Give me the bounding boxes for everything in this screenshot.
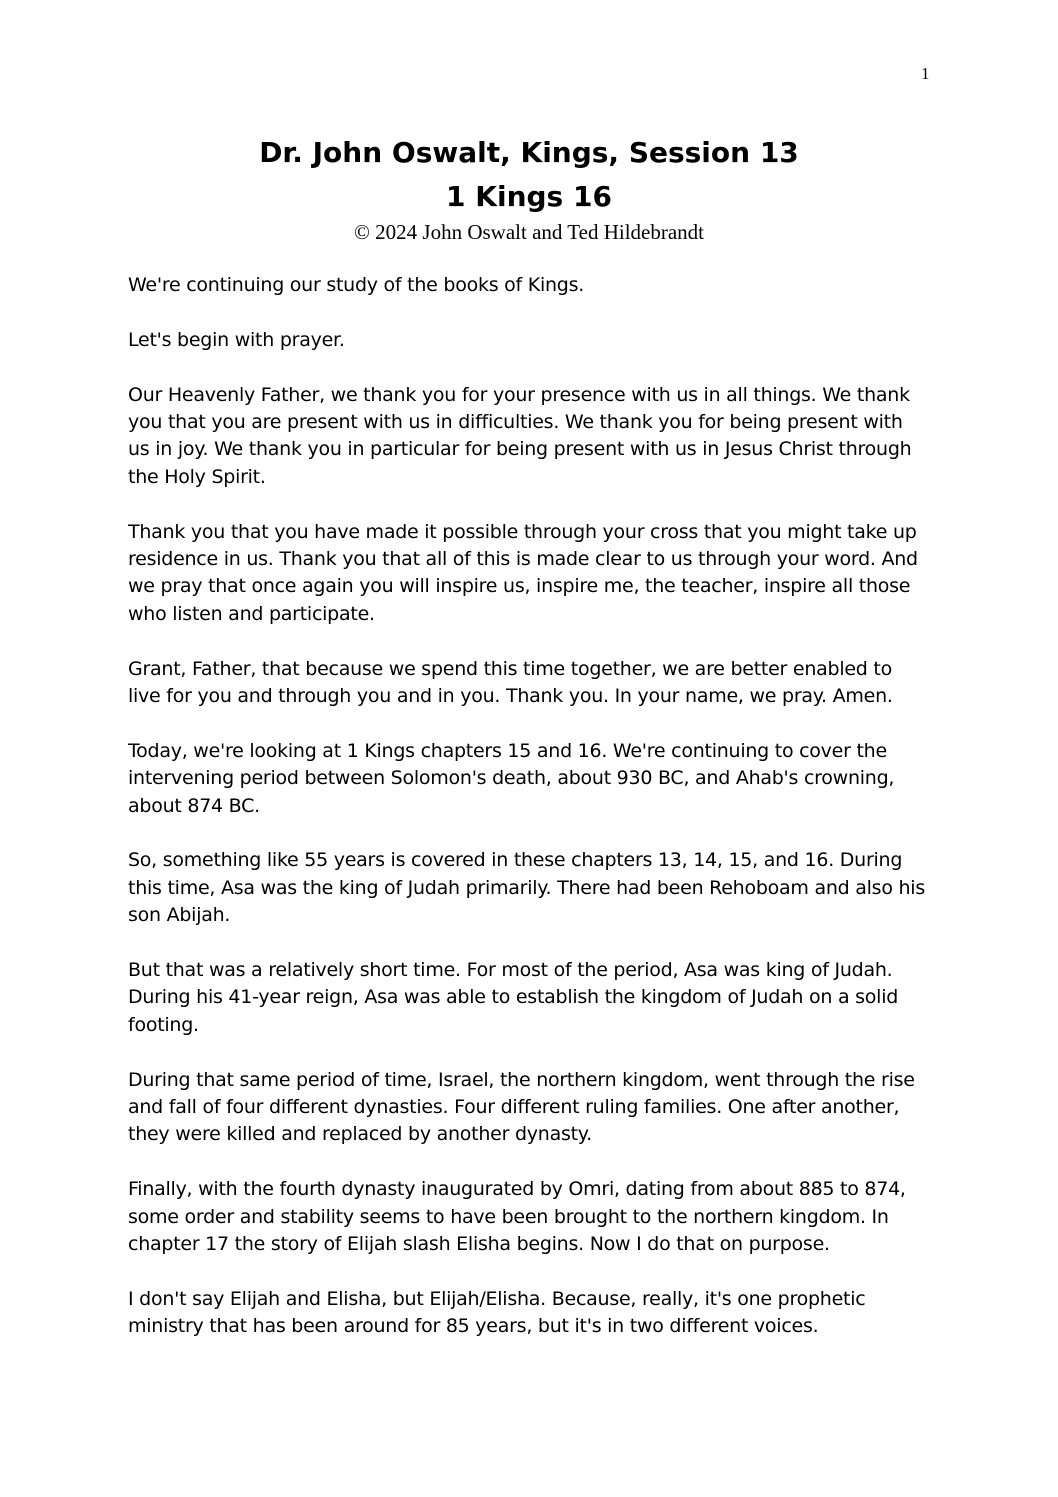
paragraph: Our Heavenly Father, we thank you for your presence with us in all things. We thank you that you are present with us in difficulties. We thank you for being present with us in joy. We thank you in particular for being present with us in Jesus Christ through the Holy Spirit. bbox=[128, 383, 912, 488]
paragraph: But that was a relatively short time. For most of the period, Asa was king of Judah. During his 41-year reign, Asa was able to establish the kingdom of Judah on a solid footing. bbox=[128, 959, 899, 1036]
paragraph: I don't say Elijah and Elisha, but Elijah/Elisha. Because, really, it's one prophetic ministry that has been around for 85 years, but it's in two different voices. bbox=[128, 1287, 866, 1338]
paragraph: Grant, Father, that because we spend this time together, we are better enabled to live for you and through you and in you. Thank you. In your name, we pray. Amen. bbox=[128, 657, 893, 708]
copyright-notice: © 2024 John Oswalt and Ted Hildebrandt bbox=[353, 220, 705, 244]
document-header bbox=[0, 131, 1058, 245]
paragraph: So, something like 55 years is covered in these chapters 13, 14, 15, and 16. During this time, Asa was the king of Judah primarily. There had been Rehoboam and also his son Abijah. bbox=[128, 849, 925, 927]
paragraph: Let's begin with prayer. bbox=[128, 328, 345, 351]
paragraph: We're continuing our study of the books of Kings. bbox=[128, 274, 585, 296]
paragraph: Finally, with the fourth dynasty inaugurated by Omri, dating from about 885 to 874, some order and stability seems to have been brought to the northern kingdom. In chapter 17 the story of Elijah slash Elisha begins. Now I do that on purpose. bbox=[128, 1178, 906, 1256]
paragraph: During that same period of time, Israel, the northern kingdom, went through the rise and fall of four different dynasties. Four different ruling families. One after another, they were killed and replaced by another dynasty. bbox=[128, 1068, 915, 1146]
paragraph: Thank you that you have made it possible through your cross that you might take up residence in us. Thank you that all of this is made clear to us through your word. And we pray that once again you will inspire us, inspire me, the teacher, inspire all those who listen and participate. bbox=[128, 520, 918, 625]
paragraph: Today, we're looking at 1 Kings chapters 15 and 16. We're continuing to cover the intervening period between Solomon's death, about 930 BC, and Ahab's crowning, about 874 BC. bbox=[128, 739, 895, 817]
transcript-body bbox=[128, 272, 928, 1368]
document-title: Dr. John Oswalt, Kings, Session 13 bbox=[259, 136, 799, 169]
page-number: 1 bbox=[921, 64, 930, 83]
document-subtitle: 1 Kings 16 bbox=[446, 180, 612, 213]
